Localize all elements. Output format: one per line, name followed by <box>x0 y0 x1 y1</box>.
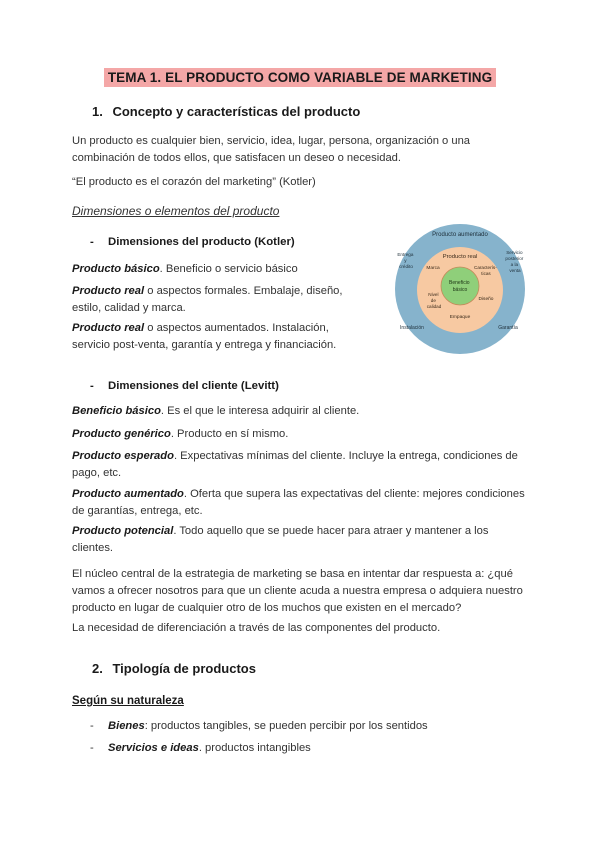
nature-subheading: Según su naturaleza <box>72 695 184 707</box>
type-item-services <box>90 740 528 757</box>
description: . Expectativas mínimas del cliente. Incluye la entrega, condiciones de pago, etc. <box>72 450 518 479</box>
description: . Oferta que supera las expectativas del cliente: mejores condiciones de garantías, entrega, etc. <box>72 488 525 517</box>
term: Producto real <box>72 285 145 297</box>
kotler-heading-text: Dimensiones del producto (Kotler) <box>108 236 295 248</box>
middle-right-label: Caracterís- ticas <box>474 265 497 276</box>
dash-marker: - <box>90 380 94 392</box>
term: Producto genérico <box>72 428 171 440</box>
levitt-item-3 <box>72 448 524 482</box>
levitt-item-2 <box>72 426 532 443</box>
term: Producto esperado <box>72 450 174 462</box>
description: . productos intangibles <box>198 742 311 754</box>
outer-title-label: Producto aumentado <box>432 232 488 238</box>
kotler-quote: “El producto es el corazón del marketing” (Kotler) <box>72 176 316 188</box>
section-1-heading <box>92 104 360 119</box>
description: . Producto en sí mismo. <box>170 428 289 440</box>
section-1-number: 1. <box>92 104 103 119</box>
kotler-heading <box>90 236 295 248</box>
middle-left-label: Marca <box>426 266 440 271</box>
definition-paragraph: Un producto es cualquier bien, servicio, idea, lugar, persona, organización o una combinación de todos ellos, que satisfacen un deseo o necesidad. <box>72 135 471 164</box>
title-wrapper <box>0 68 600 87</box>
term: Servicios e ideas <box>108 742 199 754</box>
dash-marker: - <box>90 742 94 754</box>
kotler-item-1 <box>72 261 372 278</box>
dimensions-subtitle: Dimensiones o elementos del producto <box>72 204 280 218</box>
description: o aspectos formales. Embalaje, diseño, estilo, calidad y marca. <box>72 285 343 314</box>
outer-right-label: Servicio posterior a la venta <box>505 250 524 273</box>
product-levels-diagram <box>392 222 528 356</box>
levitt-item-4 <box>72 486 532 520</box>
description: . Todo aquello que se puede hacer para atraer y mantener a los clientes. <box>72 525 489 554</box>
levitt-heading-text: Dimensiones del cliente (Levitt) <box>108 380 279 392</box>
core-label: Beneficio básico <box>449 280 470 293</box>
section-2-heading <box>92 661 256 676</box>
section-2-number: 2. <box>92 661 103 676</box>
section-1-title: Concepto y características del producto <box>112 104 361 119</box>
description: o aspectos aumentados. Instalación, servicio post-venta, garantía y entrega y financiación. <box>72 322 337 351</box>
core-circle <box>441 267 479 305</box>
middle-title-label: Producto real <box>442 254 478 260</box>
outer-bottom-left-label: Instalación <box>400 325 424 331</box>
levitt-item-1 <box>72 403 532 420</box>
middle-lower-right-label: Diseño <box>478 297 494 302</box>
term: Bienes <box>108 720 145 732</box>
outer-left-label: Entrega y crédito <box>397 252 414 269</box>
term: Producto real <box>72 322 145 334</box>
dash-marker: - <box>90 720 94 732</box>
middle-lower-left-label: Nivel de calidad <box>426 292 442 309</box>
term: Beneficio básico <box>72 405 161 417</box>
middle-bottom-label: Empaque <box>449 315 471 320</box>
strategy-paragraph: El núcleo central de la estrategia de marketing se basa en intentar dar respuesta a: ¿qué vamos a ofrecer nosotros para que un cliente acuda a nuestra empresa o adquiera nuestro producto en lugar de cualquier otro de los muchos que existen en el mercado? <box>72 568 523 614</box>
kotler-item-2 <box>72 283 362 317</box>
description: . Beneficio o servicio básico <box>159 263 298 275</box>
kotler-item-3 <box>72 320 357 354</box>
description: : productos tangibles, se pueden percibir por los sentidos <box>144 720 428 732</box>
differentiation-paragraph: La necesidad de diferenciación a través de las componentes del producto. <box>72 622 441 634</box>
description: . Es el que le interesa adquirir al cliente. <box>160 405 360 417</box>
dash-marker: - <box>90 236 94 248</box>
term: Producto aumentado <box>72 488 184 500</box>
term: Producto potencial <box>72 525 174 537</box>
term: Producto básico <box>72 263 160 275</box>
page-title: TEMA 1. EL PRODUCTO COMO VARIABLE DE MARKETING <box>104 68 496 87</box>
section-2-title: Tipología de productos <box>112 661 256 676</box>
type-item-goods <box>90 718 528 735</box>
outer-bottom-right-label: Garantía <box>498 325 518 331</box>
levitt-heading <box>90 380 279 392</box>
levitt-item-5 <box>72 523 492 557</box>
